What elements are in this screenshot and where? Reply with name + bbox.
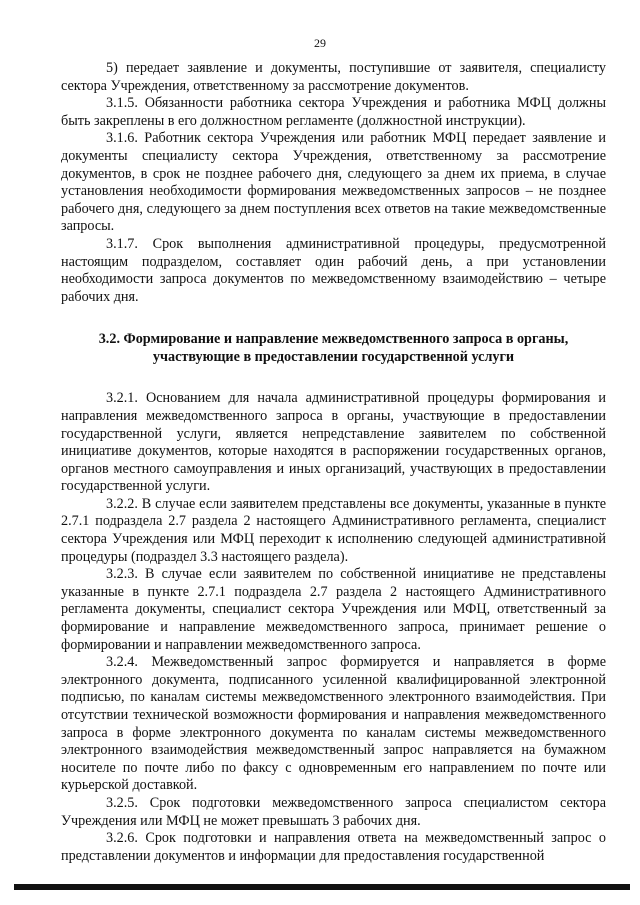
paragraph-3-1-6: 3.1.6. Работник сектора Учреждения или работник МФЦ передает заявление и документы специалисту сектора Учреждения, ответственному за рассмотрение документов, в срок не позднее рабочего дня, следующего за днем их приема, в случае установления необходимости формирования межведомственных запросов – не позднее рабочего дня, следующего за днем поступления всех ответов на такие межведомственные запросы.: [61, 130, 606, 235]
paragraph-3-2-3: 3.2.3. В случае если заявителем по собственной инициативе не представлены указанные в пункте 2.7.1 подраздела 2.7 раздела 2 настоящего Административного регламента документы, специалист сектора Учреждения или МФЦ, ответственный за формирование и направление межведомственного запроса, принимает решение о формировании и направлении межведомственного запроса.: [61, 566, 606, 653]
section-title: [61, 330, 606, 366]
document-body: [61, 60, 606, 865]
paragraph-item-5: 5) передает заявление и документы, поступившие от заявителя, специалисту сектора Учреждения, ответственному за рассмотрение документов.: [61, 60, 606, 94]
paragraph-3-1-5: 3.1.5. Обязанности работника сектора Учреждения и работника МФЦ должны быть закреплены в его должностном регламенте (должностной инструкции).: [61, 95, 606, 129]
paragraph-3-2-1: 3.2.1. Основанием для начала административной процедуры формирования и направления межведомственного запроса в органы, участвующие в предоставлении государственной услуги, является непредставление заявителем по собственной инициативе документов, которые находятся в распоряжении государственных органов, органов местного самоуправления и иных организаций, участвующих в предоставлении государственной услуги.: [61, 390, 606, 495]
paragraph-3-2-6: 3.2.6. Срок подготовки и направления ответа на межведомственный запрос о представлении документов и информации для предоставления государственной: [61, 830, 606, 864]
paragraph-3-2-5: 3.2.5. Срок подготовки межведомственного запроса специалистом сектора Учреждения или МФЦ не может превышать 3 рабочих дня.: [61, 794, 606, 829]
section-title-line-2: участвующие в предоставлении государственной услуги: [152, 349, 515, 366]
page-number: 29: [314, 36, 326, 50]
section-title-line-1: 3.2. Формирование и направление межведомственного запроса в органы,: [98, 331, 569, 348]
paragraph-3-2-4: 3.2.4. Межведомственный запрос формируется и направляется в форме электронного документа, подписанного усиленной квалифицированной электронной подписью, по каналам системы межведомственного электронного взаимодействия. При отсутствии технической возможности формирования и направления межведомственного запроса в форме электронного документа по каналам системы межведомственного электронного взаимодействия межведомственный запрос направляется на бумажном носителе по почте либо по факсу с одновременным его направлением по почте или курьерской доставкой.: [61, 654, 606, 794]
paragraph-3-1-7: 3.1.7. Срок выполнения административной процедуры, предусмотренной настоящим подразделом, составляет один рабочий день, а при установлении необходимости запроса документов по межведомственному взаимодействию – четыре рабочих дня.: [61, 235, 606, 305]
bottom-divider: [14, 884, 630, 890]
paragraph-3-2-2: 3.2.2. В случае если заявителем представлены все документы, указанные в пункте 2.7.1 подраздела 2.7 раздела 2 настоящего Административного регламента, специалист сектора Учреждения или МФЦ переходит к исполнению следующей административной процедуры (подраздел 3.3 настоящего раздела).: [61, 495, 606, 565]
